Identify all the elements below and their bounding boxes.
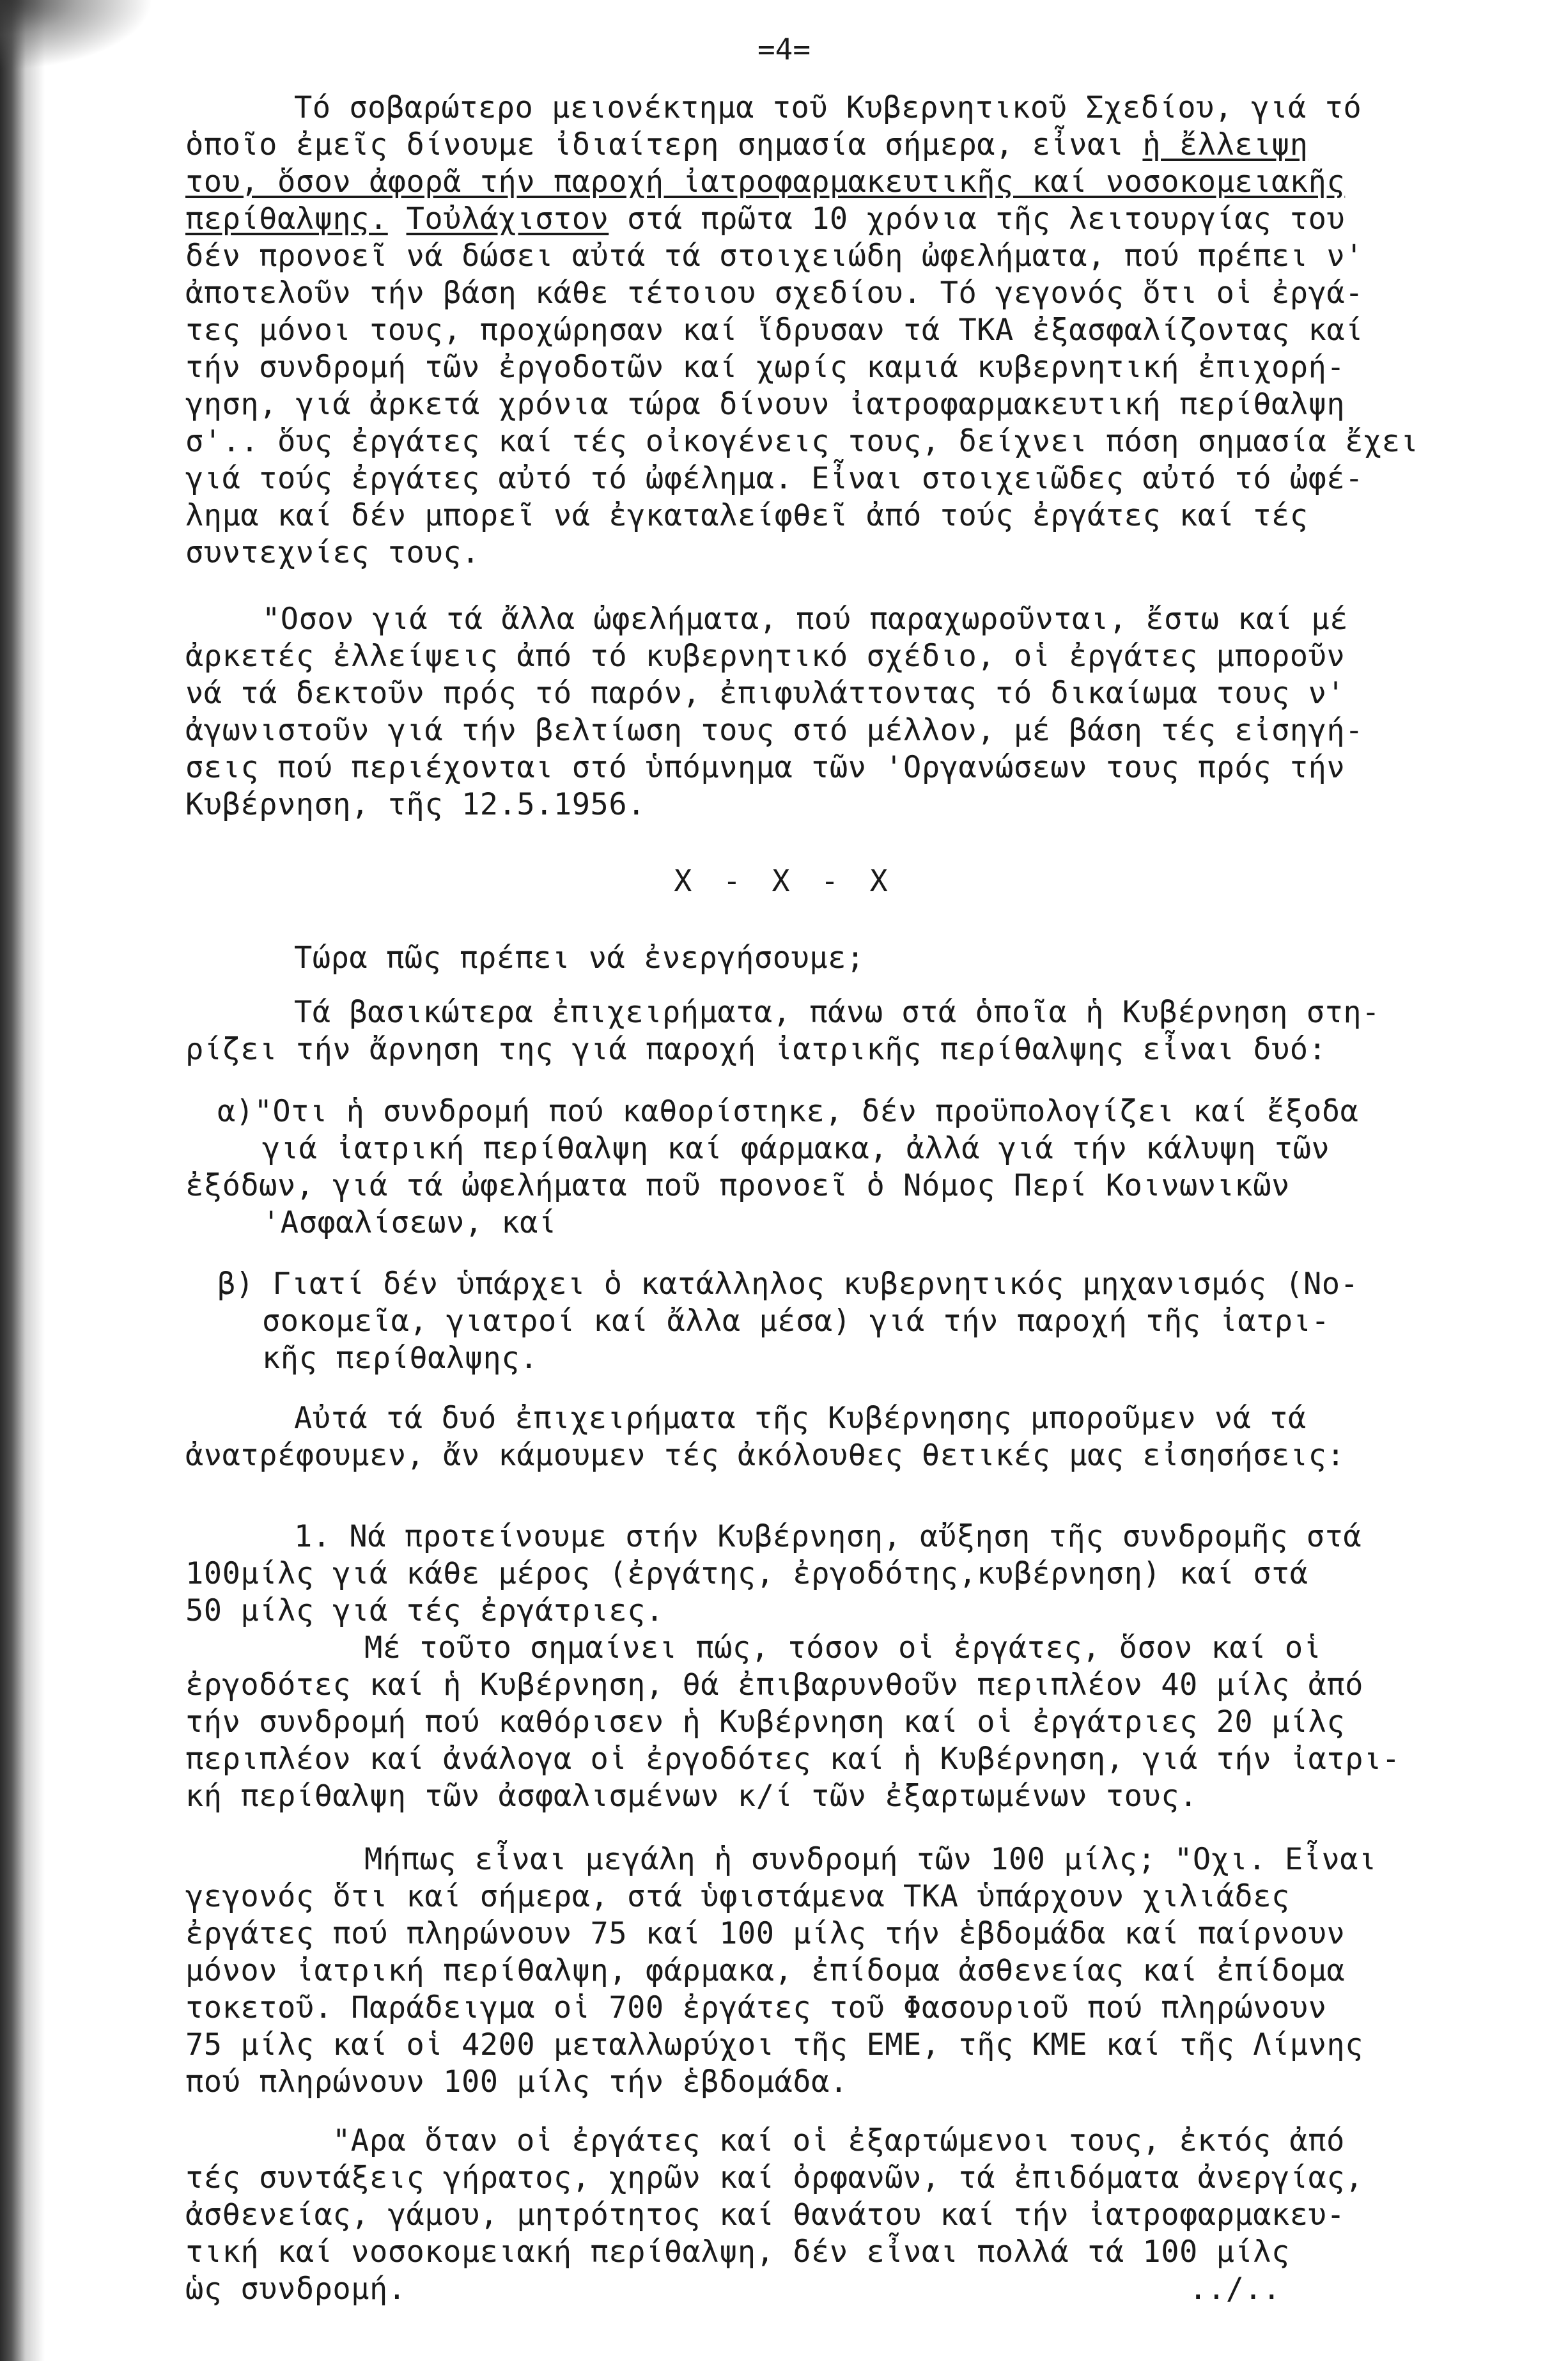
- text-line: Αὐτά τά δυό ἐπιχειρήματα τῆς Κυβέρνησης μποροῦμεν νά τά: [294, 1401, 1307, 1436]
- text-line: 75 μίλς καί οἱ 4200 μεταλλωρύχοι τῆς ΕΜΕ, τῆς ΚΜΕ καί τῆς Λίμνης: [185, 2027, 1363, 2062]
- section-separator: X - X - X: [674, 864, 894, 899]
- text-line: μόνον ἰατρική περίθαλψη, φάρμακα, ἐπίδομα ἀσθενείας καί ἐπίδομα: [185, 1953, 1346, 1988]
- numbered-item-line: 100μίλς γιά κάθε μέρος (ἐργάτης, ἐργοδότης,κυβέρνηση) καί στά: [185, 1556, 1308, 1591]
- text-line: Τό σοβαρώτερο μειονέκτημα τοῦ Κυβερνητικοῦ Σχεδίου, γιά τό: [294, 90, 1362, 125]
- text-line: ὡς συνδρομή.: [185, 2271, 407, 2307]
- text-line: πού πληρώνουν 100 μίλς τήν ἑβδομάδα.: [185, 2064, 848, 2100]
- text-line: τές συντάξεις γήρατος, χηρῶν καί ὀρφανῶν, τά ἐπιδόματα ἀνεργίας,: [185, 2160, 1363, 2195]
- text-line: δέν προνοεῖ νά δώσει αὐτά τά στοιχειώδη ὠφελήματα, πού πρέπει ν': [185, 238, 1363, 274]
- list-item-line: 'Ασφαλίσεων, καί: [262, 1205, 557, 1240]
- text-line: Τά βασικώτερα ἐπιχειρήματα, πάνω στά ὁποῖα ἡ Κυβέρνηση στη-: [294, 995, 1380, 1030]
- list-item-line: ἐξόδων, γιά τά ὠφελήματα ποῦ προνοεῖ ὁ Νόμος Περί Κοινωνικῶν: [185, 1168, 1290, 1203]
- underlined-text: Τοὐλάχιστον: [406, 201, 609, 237]
- text-span: ὁποῖο ἐμεῖς δίνουμε ἰδιαίτερη σημασία σήμερα, εἶναι: [185, 127, 1143, 162]
- text-line: σεις πού περιέχονται στό ὑπόμνημα τῶν 'Οργανώσεων τους πρός τήν: [185, 750, 1346, 785]
- text-line: τήν συνδρομή τῶν ἐργοδοτῶν καί χωρίς καμιά κυβερνητική ἐπιχορή-: [185, 350, 1346, 385]
- list-item-line: γιά ἰατρική περίθαλψη καί φάρμακα, ἀλλά γιά τήν κάλυψη τῶν: [262, 1131, 1330, 1166]
- text-span: στά πρῶτα 10 χρόνια τῆς λειτουργίας του: [609, 201, 1346, 237]
- text-line: "Οσον γιά τά ἄλλα ὠφελήματα, πού παραχωροῦνται, ἔστω καί μέ: [262, 602, 1348, 637]
- numbered-item-line: τήν συνδρομή πού καθόρισεν ἡ Κυβέρνηση καί οἱ ἐργάτριες 20 μίλς: [185, 1704, 1346, 1740]
- text-line: ἀρκετές ἐλλείψεις ἀπό τό κυβερνητικό σχέδιο, οἱ ἐργάτες μποροῦν: [185, 639, 1346, 674]
- text-line: τική καί νοσοκομειακή περίθαλψη, δέν εἶναι πολλά τά 100 μίλς: [185, 2234, 1290, 2270]
- list-item-line: α)"Οτι ἡ συνδρομή πού καθορίστηκε, δέν προϋπολογίζει καί ἔξοδα: [217, 1094, 1359, 1129]
- text-line: Κυβέρνηση, τῆς 12.5.1956.: [185, 787, 646, 822]
- text-line: συντεχνίες τους.: [185, 535, 480, 570]
- text-line: [185, 201, 1345, 238]
- underlined-text: περίθαλψης.: [185, 201, 388, 237]
- text-line: "Αρα ὅταν οἱ ἐργάτες καί οἱ ἐξαρτώμενοι τους, ἐκτός ἀπό: [332, 2123, 1345, 2158]
- text-line: ἀγωνιστοῦν γιά τήν βελτίωση τους στό μέλλον, μέ βάση τές εἰσηγή-: [185, 713, 1363, 748]
- underlined-line: του, ὅσον ἀφορᾶ τήν παροχή ἰατροφαρμακευτικῆς καί νοσοκομειακῆς: [185, 164, 1346, 199]
- text-line: τοκετοῦ. Παράδειγμα οἱ 700 ἐργάτες τοῦ Φασουριοῦ πού πληρώνουν: [185, 1990, 1327, 2025]
- text-line: νά τά δεκτοῦν πρός τό παρόν, ἐπιφυλάττοντας τό δικαίωμα τους ν': [185, 676, 1346, 711]
- text-line: ἀσθενείας, γάμου, μητρότητος καί θανάτου καί τήν ἰατροφαρμακευ-: [185, 2197, 1346, 2232]
- text-line: ἀνατρέφουμεν, ἄν κάμουμεν τές ἀκόλουθες θετικές μας εἰσησήσεις:: [185, 1438, 1346, 1473]
- numbered-item-line: ἐργοδότες καί ἡ Κυβέρνηση, θά ἐπιβαρυνθοῦν περιπλέον 40 μίλς ἀπό: [185, 1667, 1363, 1703]
- list-item-line: β) Γιατί δέν ὑπάρχει ὁ κατάλληλος κυβερνητικός μηχανισμός (Νο-: [217, 1266, 1359, 1302]
- text-line: ἀποτελοῦν τήν βάση κάθε τέτοιου σχεδίου. Τό γεγονός ὅτι οἱ ἐργά-: [185, 276, 1363, 311]
- underlined-text: ἡ ἔλλειψη: [1142, 127, 1308, 162]
- continuation-mark: ../..: [1189, 2271, 1281, 2307]
- text-line: γεγονός ὅτι καί σήμερα, στά ὑφιστάμενα ΤΚΑ ὑπάρχουν χιλιάδες: [185, 1879, 1290, 1914]
- text-line: γηση, γιά ἀρκετά χρόνια τώρα δίνουν ἰατροφαρμακευτική περίθαλψη: [185, 387, 1346, 422]
- numbered-item-line: 50 μίλς γιά τές ἐργάτριες.: [185, 1593, 664, 1628]
- numbered-item-line: περιπλέον καί ἀνάλογα οἱ ἐργοδότες καί ἡ Κυβέρνηση, γιά τήν ἰατρι-: [185, 1742, 1401, 1777]
- numbered-item-line: 1. Νά προτείνουμε στήν Κυβέρνηση, αὔξηση τῆς συνδρομῆς στά: [294, 1519, 1362, 1554]
- text-line: ρίζει τήν ἄρνηση της γιά παροχή ἰατρικῆς περίθαλψης εἶναι δυό:: [185, 1032, 1327, 1067]
- scan-edge-shadow: [0, 0, 45, 2361]
- numbered-item-line: Μέ τοῦτο σημαίνει πώς, τόσον οἱ ἐργάτες, ὅσον καί οἱ: [364, 1630, 1322, 1665]
- text-line: ἐργάτες πού πληρώνουν 75 καί 100 μίλς τήν ἑβδομάδα καί παίρνουν: [185, 1916, 1346, 1951]
- text-line: τες μόνοι τους, προχώρησαν καί ἵδρυσαν τά ΤΚΑ ἐξασφαλίζοντας καί: [185, 313, 1363, 348]
- text-line: Μήπως εἶναι μεγάλη ἡ συνδρομή τῶν 100 μίλς; "Οχι. Εἶναι: [364, 1842, 1377, 1877]
- text-line: γιά τούς ἐργάτες αὐτό τό ὠφέλημα. Εἶναι στοιχειῶδες αὐτό τό ὠφέ-: [185, 461, 1363, 496]
- list-item-line: σοκομεῖα, γιατροί καί ἄλλα μέσα) γιά τήν παροχή τῆς ἰατρι-: [262, 1304, 1330, 1339]
- text-line: Τώρα πῶς πρέπει νά ἐνεργήσουμε;: [294, 940, 865, 976]
- text-line: σ'.. ὅυς ἐργάτες καί τές οἰκογένεις τους, δείχνει πόση σημασία ἔχει: [185, 424, 1419, 459]
- list-item-line: κῆς περίθαλψης.: [262, 1341, 538, 1376]
- text-line: [185, 127, 1308, 164]
- numbered-item-line: κή περίθαλψη τῶν ἀσφαλισμένων κ/ί τῶν ἐξαρτωμένων τους.: [185, 1779, 1198, 1814]
- text-line: λημα καί δέν μπορεῖ νά ἐγκαταλείφθεῖ ἀπό τούς ἐργάτες καί τές: [185, 498, 1308, 533]
- text-span: [388, 201, 407, 237]
- page-number: =4=: [757, 32, 811, 66]
